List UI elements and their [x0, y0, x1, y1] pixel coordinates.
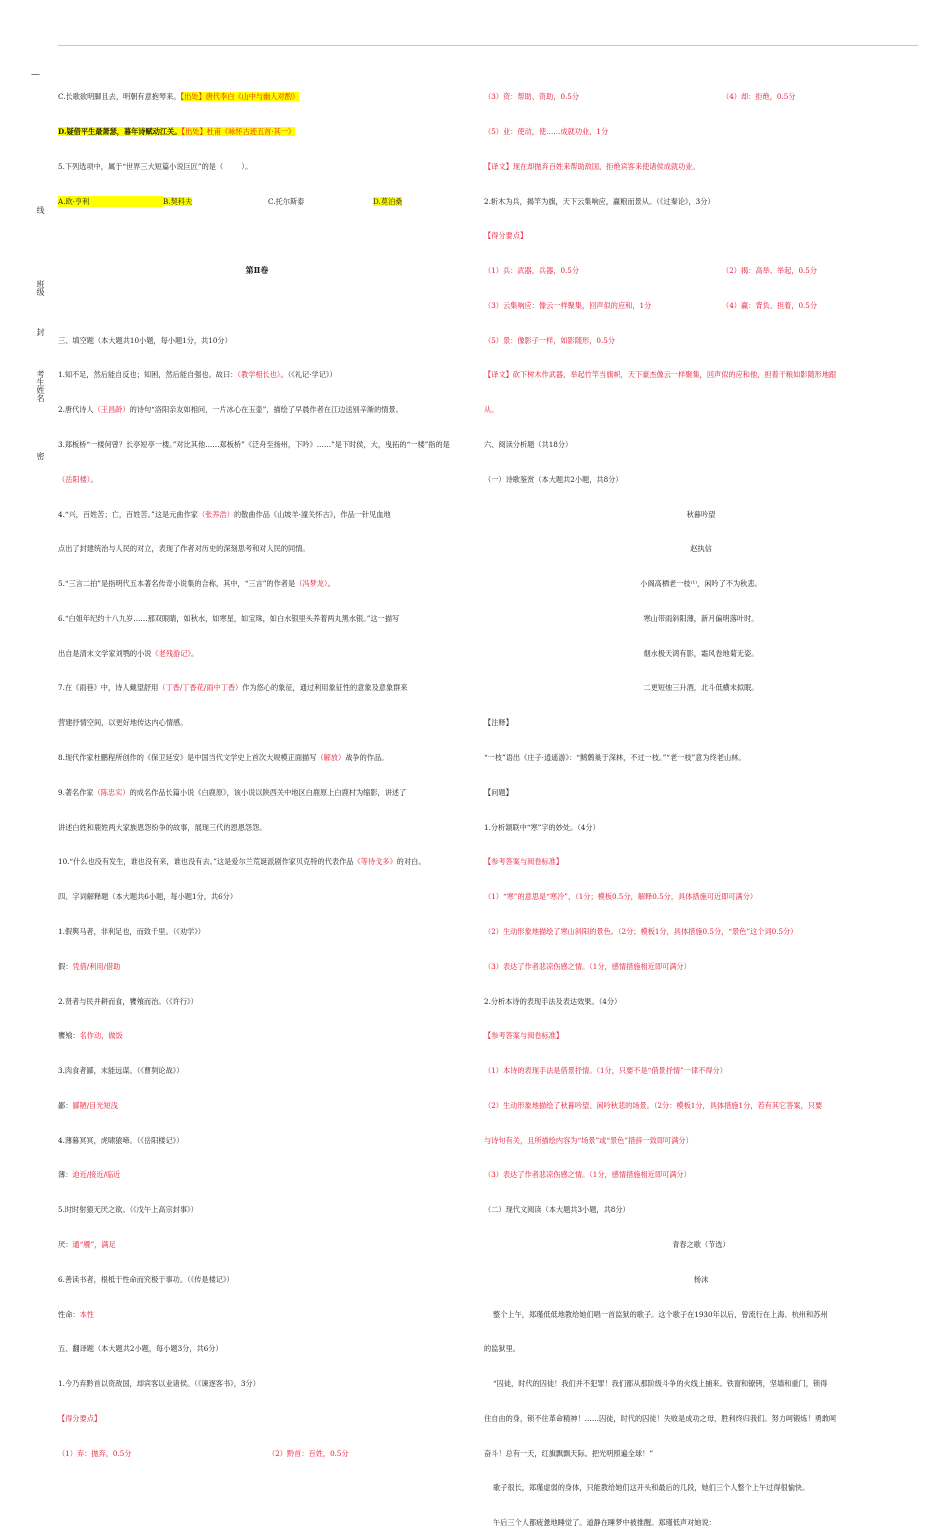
poem-q1-answer-1: （1）“寒”的意思是“寒冷”，（1分；模板0.5分，解释0.5分，具体措施可近即可满分）: [484, 892, 758, 902]
fill-6: 6.“白姐年纪约十八九岁……那双眼睛，如秋水，如寒星，如宝珠，如白水银里头养着两丸黑水银。”这一描写: [58, 613, 400, 623]
margin-feng: 封: [36, 328, 45, 336]
word-a1: 假：凭借/利用/借助: [58, 961, 121, 971]
word-a5: 厌：通“餍”，满足: [58, 1239, 116, 1249]
margin-mi: 密: [36, 452, 45, 460]
word-q6: 6.善读书者，根柢于性命而究极于事功。（《传是楼记》）: [58, 1274, 234, 1284]
story-author: 杨沫: [693, 1274, 709, 1284]
word-q4: 4.薄暮冥冥，虎啸猿啼。（《岳阳楼记》）: [58, 1135, 184, 1145]
fill-8-answer: （解放）: [316, 753, 346, 763]
question-5: 5.下列选项中，属于“世界三大短篇小说巨匠”的是（ ）。: [58, 161, 253, 171]
option-c: C.托尔斯泰: [268, 196, 305, 206]
option-b: B.契科夫: [163, 196, 193, 206]
word-a5-answer: 通“餍”，满足: [72, 1239, 116, 1249]
option-d-line: [58, 126, 456, 138]
word-q2: 2.贤者与民并耕而食，饔飧而治。（《许行》）: [58, 996, 198, 1006]
reading-section-heading: 六、阅读分析题（共18分）: [484, 440, 573, 449]
fill-9-cont: 讲述白姓和鹿姓两大家族恩怨纷争的故事，展现三代的恩恩怨怨。: [58, 822, 267, 832]
word-a6-answer: 本性: [79, 1309, 94, 1319]
word-q1: 1.假舆马者，非利足也，而致千里。（《劝学》）: [58, 926, 205, 936]
story-para-2: “囚徒，时代的囚徒！我们并不犯罪！我们都从那阶级斗争的火线上捕来。铁窗和镣铐，坚墙和重门，锁得: [493, 1379, 828, 1389]
option-a: A.欧·亨利: [58, 196, 163, 208]
fill-7: 7.在《雨巷》中，诗人戴望舒用（丁香/丁香花/雨中丁香）作为悠心的象征，通过利用象征性的意象及意象群来: [58, 683, 408, 693]
poem-q1-answer-3: （3）表达了作者悲凉伤感之情。（1分，感情措施相近即可满分）: [484, 961, 691, 971]
poem-q1-answer-heading: 【参考答案与阅卷标准】: [484, 857, 564, 867]
fill-8: 8.现代作家杜鹏程所创作的《保卫延安》是中国当代文学史上首次大规模正面描写（解放）战争的作品。: [58, 753, 389, 763]
word-a4: 薄：迫近/接近/临近: [58, 1170, 121, 1180]
story-title: 青春之歌（节选）: [672, 1239, 730, 1249]
word-a4-answer: 迫近/接近/临近: [72, 1170, 121, 1180]
story-para-2-cont2: 奋斗！总有一天，红旗飘飘天际。把光明照遍全球！”: [484, 1448, 653, 1458]
fill-4: 4.“兴，百姓苦；亡，百姓苦。”这是元曲作家（张养浩）的散曲作品《山坡羊·潼关怀古》，作品一针见血地: [58, 509, 391, 519]
right-column: [484, 68, 918, 1540]
word-a2-answer: 名作动，做饭: [79, 1031, 123, 1041]
fill-3: 3.郑板桥“一楼何曾？长亭短亭一楼。”对比其他……郑板桥”《泛舟至扬州，下吟》……”是下时侯，大，曳拓的“一楼”指的是: [58, 440, 450, 449]
margin-xian: 线: [36, 206, 45, 214]
fill-2: 2.唐代诗人（王昌龄）的诗句“洛阳亲友如相问，一片冰心在玉壶”，描绘了早晨作者在江边送别辛渐的情景。: [58, 405, 403, 415]
top-rule: [58, 45, 918, 46]
margin-dash: —: [31, 70, 40, 80]
fill-1-answer: （教学相长也）: [237, 370, 281, 380]
word-a2: 饔飧：名作动，做饭: [58, 1031, 123, 1041]
fill-3-answer: （岳阳楼）: [58, 474, 91, 484]
translate-q2: 2.斩木为兵，揭竿为旗，天下云集响应，赢粮而景从。（《过秦论》，3分）: [484, 196, 715, 206]
poetry-subheading: （一）诗歌鉴赏（本大题共2小题，共8分）: [484, 474, 623, 484]
poem-q2: 2.分析本诗的表现手法及表达效果。（4分）: [484, 996, 622, 1006]
story-para-3: 歌子很长，郑瑾虚弱的身体，只能教给她们这开头和最后的几段，她们三个人整个上午过得很愉快。: [493, 1483, 810, 1493]
fill-5-answer: （冯梦龙）: [295, 579, 328, 589]
question-5-options: [58, 196, 456, 208]
fill-3-cont: （岳阳楼）。: [58, 474, 98, 484]
fill-5: 5.“三言二拍”是指明代五本著名传奇小说集的合称，其中，“三言”的作者是（冯梦龙）。: [58, 579, 335, 589]
translate-q1-points: （1）弃：抛弃，0.5分 （2）黔首：百姓，0.5分: [58, 1448, 349, 1458]
fill-6-cont: 出自是清末文学家刘鹗的小说《老残游记》。: [58, 648, 199, 658]
option-c-source: 【出处】唐代李白《山中与幽人对酌》: [180, 92, 300, 102]
word-a1-answer: 凭借/利用/借助: [72, 961, 121, 971]
translate-q2-points-3: （5）景：像影子一样，如影随形，0.5分: [484, 335, 616, 345]
story-para-1-cont: 的监狱里。: [484, 1344, 520, 1354]
translate-section-heading: 五、翻译题（本大题共2小题，每小题3分，共6分）: [58, 1344, 223, 1354]
poem-q2-answer-2-cont: 与诗句有关，且所描绘内容为“场景”或“景色”措辞一致即可满分）: [484, 1135, 693, 1145]
fill-7-answer: （丁香/丁香花/雨中丁香）: [158, 683, 243, 693]
translate-q2-points-2: （3）云集响应：像云一样聚集，回声似的应和，1分 （4）赢：背负、担着，0.5分: [484, 300, 818, 310]
option-d-text: D.疑借平生最萧瑟，暮年诗赋动江关。: [58, 126, 182, 136]
fill-2-answer: （王昌龄）: [93, 405, 130, 415]
fill-10: 10.“什么也没有发生，谁也没有来，谁也没有去。”这是爱尔兰荒诞派剧作家贝克特的代表作品《等待戈多》的对白。: [58, 857, 426, 867]
fill-6-answer: 《老残游记》: [151, 648, 191, 658]
fill-section-heading: 三、填空题（本大题共10小题，每小题1分，共10分）: [58, 335, 232, 345]
word-a3-answer: 鄙陋/目光短浅: [72, 1100, 118, 1110]
note-text: “一枝”语出《庄子·逍遥游》：“鹪鹩巢于深林，不过一枝。”“老一枝”意为终老山林。: [484, 753, 746, 763]
translate-q1-points-2: （3）资：帮助、资助，0.5分 （4）却：拒绝，0.5分: [484, 92, 796, 102]
poem-q2-answer-2: （2）生动形象地描绘了秋暮吟望、闲吟秋悲的场景。（2分：模板1分，具体措施1分，若有其它答案，只要: [484, 1100, 823, 1110]
translate-q2-points-heading: 【得分要点】: [484, 231, 528, 241]
translate-q1-points-3: （5）业：使动，使……成就功业，1分: [484, 126, 609, 136]
note-heading: 【注释】: [484, 718, 513, 728]
translate-q2-translation-cont: 从。: [484, 405, 499, 415]
option-c-line: [58, 91, 456, 103]
fill-10-answer: 《等待戈多》: [353, 857, 397, 867]
margin-banji: 班级: [36, 280, 45, 296]
poem-line-2: 寒山带雨斜阳薄，新月偏明落叶时。: [643, 613, 759, 623]
fill-9-answer: （陈忠实）: [93, 787, 130, 797]
translate-q1-points-heading: 【得分要点】: [58, 1413, 102, 1423]
story-para-4: 午后三个人都疲惫地睡觉了。道静在睡梦中被推醒。郑瑾低声对她说：: [493, 1518, 716, 1528]
poem-q2-answer-heading: 【参考答案与阅卷标准】: [484, 1031, 564, 1041]
story-para-1: 整个上午，郑瑾低低地教给她们唱一首监狱的歌子。这个歌子在1930年以后，曾流行在上海、杭州和苏州: [493, 1309, 828, 1319]
fill-7-cont: 营建抒情空间，以更好地传达内心情感。: [58, 718, 188, 728]
question-heading: 【问题】: [484, 787, 513, 797]
option-d: D.莫泊桑: [373, 196, 403, 206]
translate-q2-points-1: （1）兵：武器，兵器，0.5分 （2）揭：高举、举起，0.5分: [484, 266, 818, 276]
poem-q1-answer-2: （2）生动形象地描绘了寒山斜阳的景色。（2分；模板1分，具体措施0.5分，“景色”这个词0.5分）: [484, 926, 798, 936]
translate-q2-translation: 【译文】砍下树木作武器，举起竹竿当旗帜，天下豪杰像云一样聚集，回声似的应和他，担着干粮如影随形地跟: [484, 370, 837, 380]
poem-q2-answer-1: （1）本诗的表现手法是借景抒情。（1分，只要不是“借景抒情”一律不得分）: [484, 1066, 727, 1076]
fill-4-cont: 点出了封建统治与人民的对立，表现了作者对历史的深刻思考和对人民的同情。: [58, 544, 310, 554]
prose-subheading: （二）现代文阅读（本大题共3小题，共8分）: [484, 1205, 630, 1215]
poem-line-1: 小阁高栖老一枝⁽¹⁾，闲吟了不为秋悲。: [640, 579, 762, 589]
margin-kaosheng: 考生姓名: [36, 370, 45, 402]
word-q5: 5.时时射猿无厌之欲。（《戊午上高宗封事》）: [58, 1205, 198, 1215]
poem-q1: 1.分析颔联中“寒”字的妙处。（4分）: [484, 822, 600, 832]
poem-author: 赵执信: [690, 544, 712, 554]
poem-line-4: 二更短烛三升酒，北斗低横未拟眠。: [643, 683, 759, 693]
option-d-source: 【出处】杜甫《咏怀古迹五首·其一》: [181, 126, 296, 136]
translate-q1-translation: 【译文】现在却抛弃百姓来帮助敌国，拒绝宾客来使诸侯成就功业。: [484, 161, 700, 171]
word-a3: 鄙：鄙陋/目光短浅: [58, 1100, 118, 1110]
left-column: [58, 68, 456, 1471]
fill-9: 9.著名作家（陈忠实）的成名作品长篇小说《白鹿原》，该小说以陕西关中地区白鹿原上白鹿村为缩影，讲述了: [58, 787, 407, 797]
fill-1: 1.知不足，然后能自反也；知困，然后能自强也。故曰：（教学相长也）。（《礼记·学记》）: [58, 370, 337, 380]
fill-4-answer: （张养浩）: [197, 509, 234, 519]
option-c-text: C.长歌欲明脚且去，明朝有意抱琴来。: [58, 92, 181, 102]
word-a6: 性命：本性: [58, 1309, 94, 1319]
word-section-heading: 四、字词解释题（本大题共6小题，每小题1分，共6分）: [58, 892, 238, 902]
poem-line-3: 烟水极天鸿有影，霜风卷地菊无姿。: [643, 648, 759, 658]
word-q3: 3.肉食者鄙，未能远谋。（《曹刿论战》）: [58, 1066, 184, 1076]
translate-q1: 1.今乃弃黔首以资敌国，却宾客以业诸侯。（《谏逐客书》，3分）: [58, 1379, 260, 1389]
poem-title: 秋暮吟望: [686, 509, 716, 519]
story-para-2-cont: 住自由的身，锁不住革命精神！……囚徒，时代的囚徒！失败是成功之母，胜利终归我们。努力呵锻炼！勇敢呵: [484, 1413, 837, 1423]
binding-margin: [0, 0, 50, 672]
poem-q2-answer-3: （3）表达了作者悲凉伤感之情。（1分，感情措施相近即可满分）: [484, 1170, 691, 1180]
section-2-heading: 第Ⅱ卷: [245, 265, 269, 276]
